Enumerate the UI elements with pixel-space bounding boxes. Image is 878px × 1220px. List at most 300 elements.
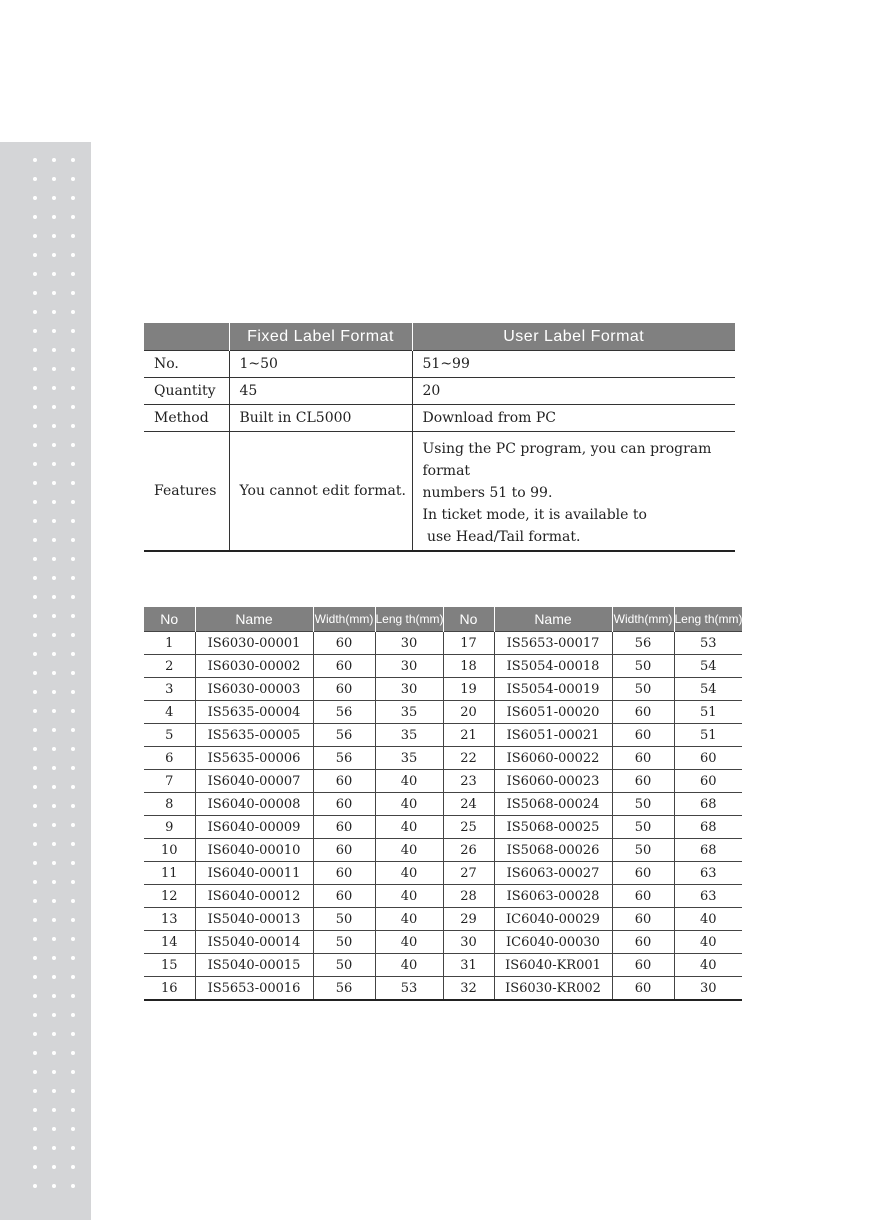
cell-no: 1 xyxy=(144,632,195,655)
dot xyxy=(71,310,75,314)
cell-name: IS6051-00020 xyxy=(494,701,612,724)
header-name: Name xyxy=(195,607,313,632)
cell-width: 60 xyxy=(313,885,375,908)
cell-length: 40 xyxy=(375,885,443,908)
side-decoration-band xyxy=(0,142,91,1220)
dot xyxy=(71,557,75,561)
dot xyxy=(52,842,56,846)
format-header-blank xyxy=(144,323,229,351)
dot xyxy=(33,177,37,181)
cell-length: 30 xyxy=(375,678,443,701)
table-row xyxy=(144,839,742,862)
dot-pattern xyxy=(0,142,91,1220)
cell-no: 6 xyxy=(144,747,195,770)
dot xyxy=(71,1127,75,1131)
dot xyxy=(33,785,37,789)
format-row-quantity xyxy=(144,378,735,405)
cell-name: IS6063-00027 xyxy=(494,862,612,885)
cell-width: 50 xyxy=(612,678,674,701)
label-format-comparison-table xyxy=(144,323,735,552)
user-value: 20 xyxy=(412,378,735,405)
cell-width: 56 xyxy=(313,701,375,724)
cell-length: 63 xyxy=(674,862,742,885)
cell-width: 50 xyxy=(612,816,674,839)
dot xyxy=(71,671,75,675)
cell-width: 60 xyxy=(313,632,375,655)
cell-length: 68 xyxy=(674,793,742,816)
dot xyxy=(71,158,75,162)
cell-length: 68 xyxy=(674,816,742,839)
table-row xyxy=(144,908,742,931)
cell-no: 13 xyxy=(144,908,195,931)
cell-length: 30 xyxy=(375,632,443,655)
dot xyxy=(71,918,75,922)
cell-length: 30 xyxy=(674,977,742,1001)
fixed-value: Built in CL5000 xyxy=(229,405,412,432)
dot xyxy=(71,215,75,219)
row-label: Method xyxy=(144,405,229,432)
dot xyxy=(52,348,56,352)
dot xyxy=(71,405,75,409)
dot xyxy=(33,538,37,542)
dot xyxy=(33,766,37,770)
cell-name: IS5068-00025 xyxy=(494,816,612,839)
cell-length: 35 xyxy=(375,724,443,747)
cell-length: 35 xyxy=(375,701,443,724)
cell-name: IS5635-00005 xyxy=(195,724,313,747)
cell-name: IS6040-00010 xyxy=(195,839,313,862)
cell-length: 30 xyxy=(375,655,443,678)
dot xyxy=(52,158,56,162)
dot xyxy=(52,576,56,580)
dot xyxy=(52,367,56,371)
cell-width: 60 xyxy=(313,839,375,862)
dot xyxy=(71,348,75,352)
dot xyxy=(71,329,75,333)
cell-name: IS6040-00011 xyxy=(195,862,313,885)
dot xyxy=(33,1165,37,1169)
table-row xyxy=(144,862,742,885)
table-row xyxy=(144,793,742,816)
dot xyxy=(52,557,56,561)
dot xyxy=(71,956,75,960)
cell-no: 8 xyxy=(144,793,195,816)
dot xyxy=(52,177,56,181)
table-row xyxy=(144,816,742,839)
dot xyxy=(52,234,56,238)
dot xyxy=(71,899,75,903)
dot xyxy=(71,272,75,276)
cell-length: 53 xyxy=(674,632,742,655)
dot xyxy=(52,614,56,618)
dot xyxy=(52,329,56,333)
cell-name: IS6060-00023 xyxy=(494,770,612,793)
cell-length: 40 xyxy=(375,816,443,839)
dot xyxy=(33,1051,37,1055)
dot xyxy=(52,709,56,713)
dot xyxy=(33,367,37,371)
cell-no: 29 xyxy=(443,908,494,931)
format-row-features xyxy=(144,432,735,552)
cell-no: 16 xyxy=(144,977,195,1001)
dot xyxy=(71,1032,75,1036)
dot xyxy=(71,1051,75,1055)
dot xyxy=(71,633,75,637)
dot xyxy=(71,975,75,979)
cell-no: 24 xyxy=(443,793,494,816)
dot xyxy=(71,1165,75,1169)
dot xyxy=(52,956,56,960)
cell-no: 26 xyxy=(443,839,494,862)
dot xyxy=(71,1146,75,1150)
dot xyxy=(33,956,37,960)
dot xyxy=(52,1184,56,1188)
format-header-user: User Label Format xyxy=(412,323,735,351)
cell-width: 60 xyxy=(612,954,674,977)
dot xyxy=(33,1146,37,1150)
table-row xyxy=(144,655,742,678)
fixed-value: 1~50 xyxy=(229,351,412,378)
dot xyxy=(71,386,75,390)
dot xyxy=(33,804,37,808)
dot xyxy=(33,329,37,333)
cell-length: 40 xyxy=(375,862,443,885)
cell-no: 15 xyxy=(144,954,195,977)
dot xyxy=(52,272,56,276)
cell-width: 60 xyxy=(612,931,674,954)
cell-width: 60 xyxy=(612,747,674,770)
dot xyxy=(33,671,37,675)
dot xyxy=(71,1184,75,1188)
user-feature-line: numbers 51 to 99. xyxy=(422,485,553,501)
dot xyxy=(71,462,75,466)
user-value: Download from PC xyxy=(412,405,735,432)
cell-length: 63 xyxy=(674,885,742,908)
user-feature-line: Using the PC program, you can program format xyxy=(422,441,712,479)
cell-width: 50 xyxy=(612,793,674,816)
cell-width: 50 xyxy=(612,839,674,862)
dot xyxy=(71,766,75,770)
header-no: No xyxy=(443,607,494,632)
dot xyxy=(71,823,75,827)
dot xyxy=(52,918,56,922)
cell-length: 40 xyxy=(375,793,443,816)
cell-length: 60 xyxy=(674,770,742,793)
cell-no: 19 xyxy=(443,678,494,701)
cell-width: 60 xyxy=(612,770,674,793)
cell-no: 4 xyxy=(144,701,195,724)
dot xyxy=(71,196,75,200)
cell-width: 60 xyxy=(612,908,674,931)
cell-length: 51 xyxy=(674,701,742,724)
dot xyxy=(71,1108,75,1112)
dot xyxy=(33,595,37,599)
cell-name: IS5068-00024 xyxy=(494,793,612,816)
cell-no: 18 xyxy=(443,655,494,678)
cell-length: 40 xyxy=(674,931,742,954)
dot xyxy=(52,785,56,789)
cell-no: 7 xyxy=(144,770,195,793)
table-row xyxy=(144,724,742,747)
cell-no: 20 xyxy=(443,701,494,724)
row-label: Features xyxy=(144,432,229,552)
cell-name: IS6030-KR002 xyxy=(494,977,612,1001)
cell-name: IS5653-00017 xyxy=(494,632,612,655)
cell-no: 9 xyxy=(144,816,195,839)
cell-width: 60 xyxy=(612,885,674,908)
dot xyxy=(52,1070,56,1074)
dot xyxy=(33,1108,37,1112)
dot xyxy=(52,310,56,314)
cell-no: 10 xyxy=(144,839,195,862)
cell-length: 40 xyxy=(674,908,742,931)
dot xyxy=(71,595,75,599)
cell-name: IS5040-00014 xyxy=(195,931,313,954)
dot xyxy=(52,823,56,827)
dot xyxy=(52,215,56,219)
cell-length: 54 xyxy=(674,655,742,678)
label-list-table xyxy=(144,607,742,1001)
dot xyxy=(33,880,37,884)
cell-width: 60 xyxy=(612,701,674,724)
table-row xyxy=(144,632,742,655)
cell-name: IS5653-00016 xyxy=(195,977,313,1001)
dot xyxy=(52,804,56,808)
dot xyxy=(71,614,75,618)
dot xyxy=(71,234,75,238)
cell-name: IS5635-00004 xyxy=(195,701,313,724)
cell-length: 40 xyxy=(674,954,742,977)
cell-length: 40 xyxy=(375,908,443,931)
label-table-header xyxy=(144,607,742,632)
dot xyxy=(71,652,75,656)
dot xyxy=(52,1013,56,1017)
dot xyxy=(71,519,75,523)
cell-name: IS5040-00013 xyxy=(195,908,313,931)
fixed-value: You cannot edit format. xyxy=(229,432,412,552)
dot xyxy=(33,728,37,732)
cell-name: IS5054-00019 xyxy=(494,678,612,701)
dot xyxy=(71,481,75,485)
user-value: 51~99 xyxy=(412,351,735,378)
dot xyxy=(33,994,37,998)
fixed-value: 45 xyxy=(229,378,412,405)
dot xyxy=(52,861,56,865)
table-row xyxy=(144,954,742,977)
cell-name: IS6063-00028 xyxy=(494,885,612,908)
dot xyxy=(33,652,37,656)
user-feature-line: In ticket mode, it is available to xyxy=(422,507,647,523)
dot xyxy=(71,1070,75,1074)
table-row xyxy=(144,747,742,770)
dot xyxy=(33,1013,37,1017)
dot xyxy=(33,234,37,238)
dot xyxy=(71,291,75,295)
cell-length: 40 xyxy=(375,770,443,793)
dot xyxy=(52,652,56,656)
cell-length: 68 xyxy=(674,839,742,862)
cell-width: 56 xyxy=(612,632,674,655)
dot xyxy=(33,861,37,865)
table-row xyxy=(144,885,742,908)
cell-length: 54 xyxy=(674,678,742,701)
row-label: Quantity xyxy=(144,378,229,405)
cell-name: IS5054-00018 xyxy=(494,655,612,678)
dot xyxy=(33,310,37,314)
dot xyxy=(33,462,37,466)
dot xyxy=(71,937,75,941)
dot xyxy=(71,880,75,884)
table-row xyxy=(144,678,742,701)
cell-name: IS6040-00012 xyxy=(195,885,313,908)
dot xyxy=(71,1013,75,1017)
format-header-fixed: Fixed Label Format xyxy=(229,323,412,351)
dot xyxy=(52,880,56,884)
dot xyxy=(52,595,56,599)
header-no: No xyxy=(144,607,195,632)
dot xyxy=(33,158,37,162)
cell-no: 25 xyxy=(443,816,494,839)
dot xyxy=(52,405,56,409)
dot xyxy=(33,633,37,637)
cell-name: IS6060-00022 xyxy=(494,747,612,770)
cell-name: IS6040-00008 xyxy=(195,793,313,816)
cell-name: IS6030-00002 xyxy=(195,655,313,678)
format-row-no xyxy=(144,351,735,378)
cell-width: 60 xyxy=(612,724,674,747)
dot xyxy=(52,500,56,504)
cell-width: 60 xyxy=(313,793,375,816)
cell-no: 2 xyxy=(144,655,195,678)
dot xyxy=(33,386,37,390)
dot xyxy=(71,424,75,428)
cell-no: 5 xyxy=(144,724,195,747)
cell-length: 60 xyxy=(674,747,742,770)
cell-no: 21 xyxy=(443,724,494,747)
table-row xyxy=(144,770,742,793)
cell-no: 28 xyxy=(443,885,494,908)
dot xyxy=(33,291,37,295)
dot xyxy=(33,1184,37,1188)
dot xyxy=(33,823,37,827)
dot xyxy=(52,1051,56,1055)
cell-no: 11 xyxy=(144,862,195,885)
header-width: Width(mm) xyxy=(612,607,674,632)
user-feature-line: use Head/Tail format. xyxy=(422,529,581,545)
dot xyxy=(33,1127,37,1131)
dot xyxy=(52,253,56,257)
row-label: No. xyxy=(144,351,229,378)
cell-width: 56 xyxy=(313,747,375,770)
dot xyxy=(71,861,75,865)
cell-width: 60 xyxy=(313,770,375,793)
dot xyxy=(71,500,75,504)
dot xyxy=(52,937,56,941)
dot xyxy=(52,690,56,694)
cell-name: IC6040-00030 xyxy=(494,931,612,954)
cell-name: IS6030-00003 xyxy=(195,678,313,701)
dot xyxy=(33,215,37,219)
dot xyxy=(33,272,37,276)
cell-no: 17 xyxy=(443,632,494,655)
dot xyxy=(71,576,75,580)
cell-width: 60 xyxy=(612,977,674,1001)
dot xyxy=(52,1127,56,1131)
dot xyxy=(71,747,75,751)
format-table-header xyxy=(144,323,735,351)
cell-width: 50 xyxy=(612,655,674,678)
cell-name: IS6051-00021 xyxy=(494,724,612,747)
cell-width: 60 xyxy=(313,862,375,885)
dot xyxy=(52,747,56,751)
dot xyxy=(33,481,37,485)
cell-name: IC6040-00029 xyxy=(494,908,612,931)
dot xyxy=(33,690,37,694)
cell-no: 3 xyxy=(144,678,195,701)
dot xyxy=(71,443,75,447)
cell-length: 40 xyxy=(375,954,443,977)
cell-length: 51 xyxy=(674,724,742,747)
table-row xyxy=(144,931,742,954)
dot xyxy=(52,1032,56,1036)
header-length: Leng th(mm) xyxy=(674,607,742,632)
cell-width: 60 xyxy=(313,816,375,839)
dot xyxy=(33,1032,37,1036)
table-row xyxy=(144,701,742,724)
dot xyxy=(71,785,75,789)
dot xyxy=(33,937,37,941)
dot xyxy=(71,804,75,808)
dot xyxy=(52,1089,56,1093)
cell-name: IS6040-KR001 xyxy=(494,954,612,977)
cell-name: IS6040-00009 xyxy=(195,816,313,839)
dot xyxy=(71,709,75,713)
dot xyxy=(52,519,56,523)
cell-name: IS5068-00026 xyxy=(494,839,612,862)
dot xyxy=(33,196,37,200)
cell-width: 60 xyxy=(313,655,375,678)
cell-no: 22 xyxy=(443,747,494,770)
dot xyxy=(71,253,75,257)
dot xyxy=(52,196,56,200)
dot xyxy=(33,519,37,523)
header-width: Width(mm) xyxy=(313,607,375,632)
cell-no: 32 xyxy=(443,977,494,1001)
dot xyxy=(52,481,56,485)
dot xyxy=(71,177,75,181)
cell-width: 50 xyxy=(313,931,375,954)
dot xyxy=(52,1146,56,1150)
cell-no: 14 xyxy=(144,931,195,954)
dot xyxy=(33,1089,37,1093)
dot xyxy=(71,994,75,998)
dot xyxy=(71,690,75,694)
user-features xyxy=(412,432,735,552)
dot xyxy=(52,975,56,979)
dot xyxy=(33,500,37,504)
dot xyxy=(33,557,37,561)
dot xyxy=(52,728,56,732)
cell-length: 40 xyxy=(375,931,443,954)
cell-name: IS6040-00007 xyxy=(195,770,313,793)
dot xyxy=(33,975,37,979)
dot xyxy=(52,994,56,998)
dot xyxy=(33,614,37,618)
dot xyxy=(33,405,37,409)
header-name: Name xyxy=(494,607,612,632)
cell-name: IS5635-00006 xyxy=(195,747,313,770)
dot xyxy=(33,918,37,922)
